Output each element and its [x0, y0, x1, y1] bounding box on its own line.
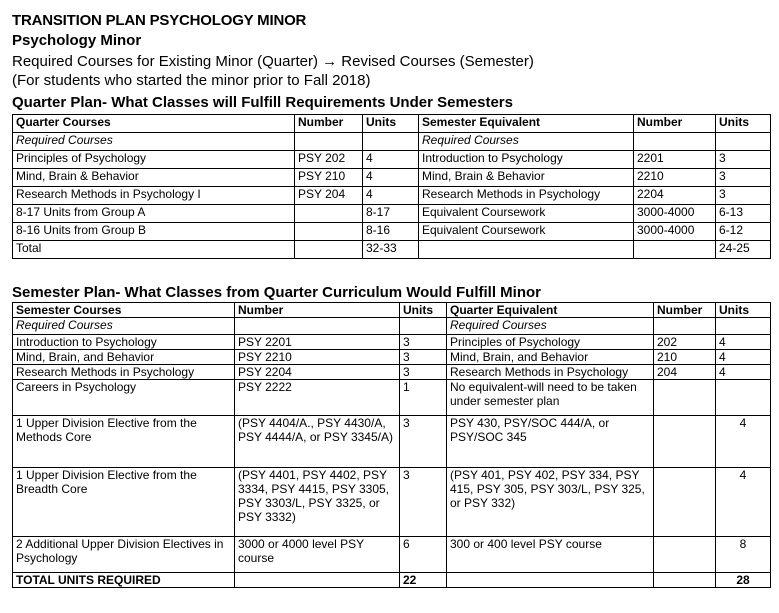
header-cell: Units: [716, 115, 771, 133]
header-cell: Number: [235, 303, 400, 318]
intro-line-2: (For students who started the minor prior to Fall 2018): [12, 72, 371, 89]
table-cell: Principles of Psychology: [13, 151, 295, 169]
table-cell: PSY 430, PSY/SOC 444/A, or PSY/SOC 345: [447, 416, 654, 468]
table-row: [13, 223, 771, 241]
header-cell: Quarter Equivalent: [447, 303, 654, 318]
table-cell: [634, 241, 716, 259]
table-row: [13, 205, 771, 223]
table-cell: [716, 380, 771, 416]
table-cell: 2201: [634, 151, 716, 169]
table-header-row: [13, 303, 771, 318]
table-cell: 6: [400, 537, 447, 573]
table-total-row: [13, 241, 771, 259]
table-cell: Introduction to Psychology: [13, 335, 235, 350]
table-cell: TOTAL UNITS REQUIRED: [13, 573, 235, 588]
table-cell: 2204: [634, 187, 716, 205]
table-cell: 1 Upper Division Elective from the Breadth Core: [13, 468, 235, 537]
table-cell: Equivalent Coursework: [419, 223, 634, 241]
table-row: [13, 318, 771, 335]
table-cell: 3: [400, 416, 447, 468]
table-cell: 204: [654, 365, 716, 380]
table-cell: Principles of Psychology: [447, 335, 654, 350]
table-cell: 4: [716, 468, 771, 537]
table-row: [13, 169, 771, 187]
table-cell: 1 Upper Division Elective from the Methods Core: [13, 416, 235, 468]
header-cell: Units: [363, 115, 419, 133]
table-cell: 24-25: [716, 241, 771, 259]
table-cell: 6-12: [716, 223, 771, 241]
table-cell: 3: [716, 169, 771, 187]
table-row: [13, 350, 771, 365]
table-cell: Research Methods in Psychology: [419, 187, 634, 205]
table-cell: Required Courses: [419, 133, 634, 151]
table-cell: 4: [716, 335, 771, 350]
table-cell: Mind, Brain & Behavior: [419, 169, 634, 187]
table-cell: [363, 133, 419, 151]
table-cell: [295, 241, 363, 259]
table-cell: [295, 205, 363, 223]
table-row: [13, 187, 771, 205]
semester-plan-title: Semester Plan- What Classes from Quarter Curriculum Would Fulfill Minor: [12, 284, 541, 301]
table-cell: Total: [13, 241, 295, 259]
table-cell: Required Courses: [13, 133, 295, 151]
table-cell: (PSY 401, PSY 402, PSY 334, PSY 415, PSY 305, PSY 303/L, PSY 325, or PSY 332): [447, 468, 654, 537]
table-cell: No equivalent-will need to be taken under semester plan: [447, 380, 654, 416]
header-cell: Units: [716, 303, 771, 318]
table-cell: 4: [363, 187, 419, 205]
table-cell: 22: [400, 573, 447, 588]
table-cell: Careers in Psychology: [13, 380, 235, 416]
table-cell: [654, 573, 716, 588]
table-cell: 28: [716, 573, 771, 588]
table-cell: PSY 2204: [235, 365, 400, 380]
table-cell: Introduction to Psychology: [419, 151, 634, 169]
table-cell: Required Courses: [13, 318, 235, 335]
table-cell: Mind, Brain & Behavior: [13, 169, 295, 187]
table-cell: [654, 380, 716, 416]
quarter-plan-table: [12, 114, 771, 259]
table-cell: 210: [654, 350, 716, 365]
table-cell: 3: [400, 350, 447, 365]
table-cell: [235, 573, 400, 588]
table-row: [13, 416, 771, 468]
header-cell: Semester Courses: [13, 303, 235, 318]
table-cell: Research Methods in Psychology: [447, 365, 654, 380]
table-row: [13, 365, 771, 380]
quarter-plan-title: Quarter Plan- What Classes will Fulfill Requirements Under Semesters: [12, 94, 513, 111]
header-cell: Semester Equivalent: [419, 115, 634, 133]
table-cell: 4: [363, 169, 419, 187]
table-cell: [654, 468, 716, 537]
table-cell: 8-17 Units from Group A: [13, 205, 295, 223]
table-total-row: [13, 573, 771, 588]
table-cell: [295, 223, 363, 241]
table-cell: 3000-4000: [634, 205, 716, 223]
table-cell: 6-13: [716, 205, 771, 223]
table-cell: PSY 204: [295, 187, 363, 205]
table-cell: [447, 573, 654, 588]
table-cell: [235, 318, 400, 335]
table-row: [13, 151, 771, 169]
table-cell: [400, 318, 447, 335]
table-cell: 32-33: [363, 241, 419, 259]
table-cell: 3: [716, 151, 771, 169]
table-cell: [419, 241, 634, 259]
table-cell: PSY 2201: [235, 335, 400, 350]
table-cell: [654, 318, 716, 335]
table-cell: 8-17: [363, 205, 419, 223]
table-cell: [716, 133, 771, 151]
document-subtitle: Psychology Minor: [12, 32, 142, 49]
table-cell: PSY 2210: [235, 350, 400, 365]
table-cell: 3: [400, 365, 447, 380]
table-cell: 4: [716, 416, 771, 468]
table-cell: 4: [716, 365, 771, 380]
table-cell: 8-16 Units from Group B: [13, 223, 295, 241]
table-cell: Mind, Brain, and Behavior: [447, 350, 654, 365]
table-cell: Mind, Brain, and Behavior: [13, 350, 235, 365]
table-cell: 3: [400, 335, 447, 350]
table-cell: [654, 416, 716, 468]
table-cell: [716, 318, 771, 335]
table-cell: 2 Additional Upper Division Electives in Psychology: [13, 537, 235, 573]
table-cell: 4: [363, 151, 419, 169]
table-cell: 2210: [634, 169, 716, 187]
table-row: [13, 380, 771, 416]
table-cell: PSY 2222: [235, 380, 400, 416]
table-cell: Research Methods in Psychology I: [13, 187, 295, 205]
header-cell: Number: [654, 303, 716, 318]
table-cell: [634, 133, 716, 151]
header-cell: Units: [400, 303, 447, 318]
header-cell: Quarter Courses: [13, 115, 295, 133]
table-cell: [654, 537, 716, 573]
table-cell: 3000-4000: [634, 223, 716, 241]
table-cell: Required Courses: [447, 318, 654, 335]
table-header-row: [13, 115, 771, 133]
table-cell: 3: [400, 468, 447, 537]
table-cell: 8: [716, 537, 771, 573]
table-row: [13, 537, 771, 573]
table-cell: PSY 202: [295, 151, 363, 169]
table-row: [13, 468, 771, 537]
header-cell: Number: [295, 115, 363, 133]
table-row: [13, 133, 771, 151]
table-cell: 3: [716, 187, 771, 205]
table-cell: PSY 210: [295, 169, 363, 187]
table-cell: 4: [716, 350, 771, 365]
table-cell: 1: [400, 380, 447, 416]
table-cell: Equivalent Coursework: [419, 205, 634, 223]
table-cell: 202: [654, 335, 716, 350]
table-cell: (PSY 4404/A., PSY 4430/A, PSY 4444/A, or PSY 3345/A): [235, 416, 400, 468]
table-cell: 300 or 400 level PSY course: [447, 537, 654, 573]
semester-plan-table: [12, 302, 771, 588]
intro-line-1: Required Courses for Existing Minor (Quarter) → Revised Courses (Semester): [12, 53, 534, 70]
table-cell: Research Methods in Psychology: [13, 365, 235, 380]
document-title: TRANSITION PLAN PSYCHOLOGY MINOR: [12, 12, 307, 29]
table-row: [13, 335, 771, 350]
table-cell: 8-16: [363, 223, 419, 241]
table-cell: (PSY 4401, PSY 4402, PSY 3334, PSY 4415, PSY 3305, PSY 3303/L, PSY 3325, or PSY 3332): [235, 468, 400, 537]
header-cell: Number: [634, 115, 716, 133]
table-cell: [295, 133, 363, 151]
table-cell: 3000 or 4000 level PSY course: [235, 537, 400, 573]
